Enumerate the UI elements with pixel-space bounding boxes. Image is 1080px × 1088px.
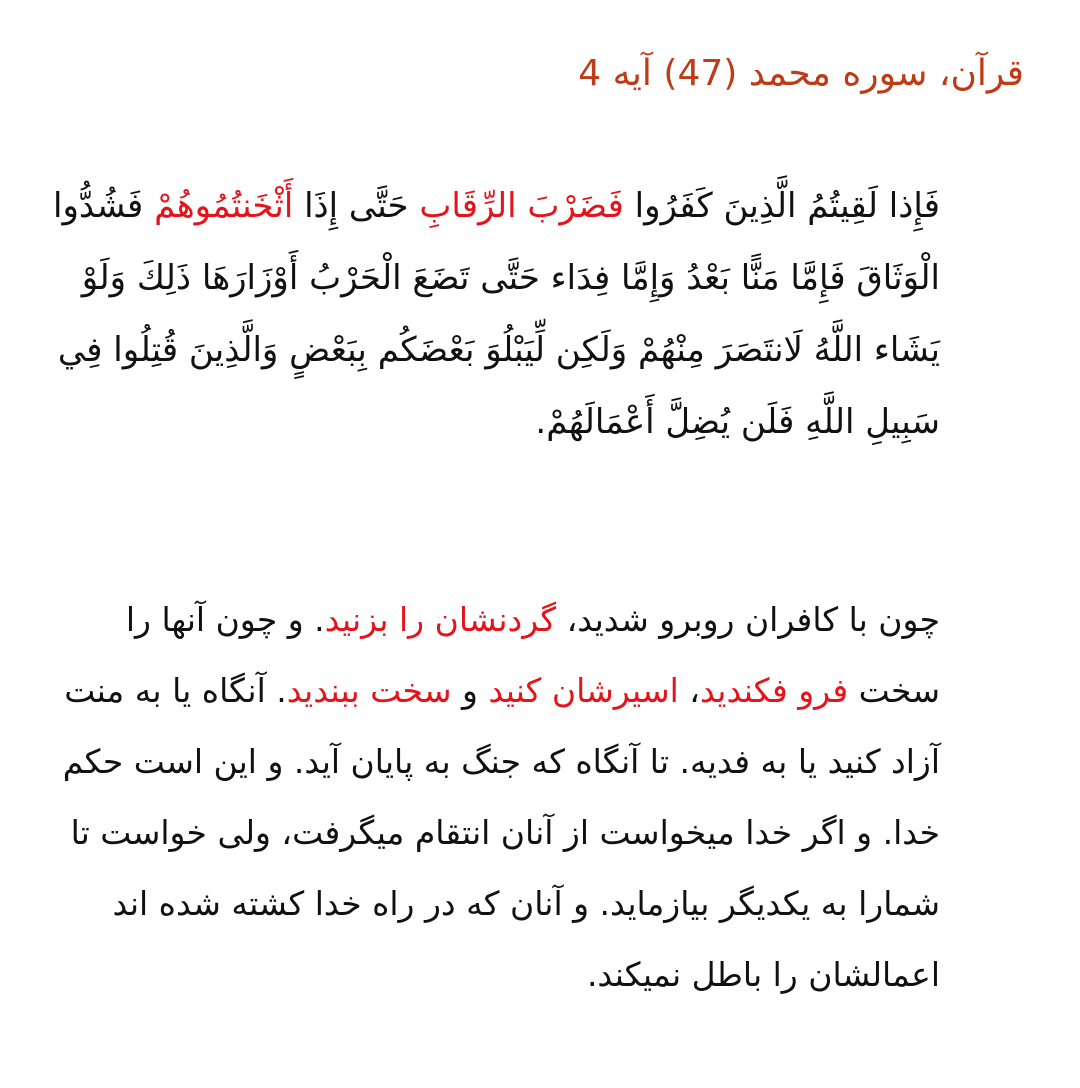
translation-segment: ، (678, 671, 700, 710)
arabic-verse-text (50, 170, 940, 458)
translation-segment: چون با کافران روبرو شدید، (556, 600, 940, 639)
persian-translation-text (60, 584, 940, 1010)
translation-segment: . و چون آنها را سخت (125, 600, 940, 710)
translation-highlight: سخت ببندید (286, 671, 452, 710)
translation-highlight: فرو فکندید (699, 671, 849, 710)
arabic-verse-segment: حَتَّى إِذَا (293, 186, 420, 226)
arabic-verse-segment: فَإِذا لَقِيتُمُ الَّذِينَ كَفَرُوا (623, 186, 940, 226)
translation-segment: . آنگاه یا به منت آزاد کنید یا به فدیه. تا آنگاه که جنگ به پایان آید. و این است حکم خدا. و اگر خدا میخواست از آنان انتقام میگرفت، ولی خواست تا شمارا به یکدیگر بیازماید. و آنان که در راه خدا کشته شده اند اعمالشان را باطل نمیکند. (62, 671, 940, 994)
page-title: قرآن، سوره محمد (47) آیه 4 (578, 53, 1024, 94)
arabic-verse-highlight: أَثْخَنتُمُوهُمْ (154, 186, 294, 226)
arabic-verse-highlight: فَضَرْبَ الرِّقَابِ (419, 186, 624, 226)
translation-highlight: گردنشان را بزنید (324, 600, 557, 639)
translation-segment: و (451, 671, 489, 710)
translation-highlight: اسیرشان کنید (488, 671, 679, 710)
arabic-verse-segment: فَشُدُّوا الْوَثَاقَ فَإِمَّا مَنًّا بَعْدُ وَإِمَّا فِدَاء حَتَّى تَضَعَ الْحَرْبُ أَوْزَارَهَا ذَلِكَ وَلَوْ يَشَاء اللَّهُ لَانتَصَرَ مِنْهُمْ وَلَكِن لِّيَبْلُوَ بَعْضَكُم بِبَعْضٍ وَالَّذِينَ قُتِلُوا فِي سَبِيلِ اللَّهِ فَلَن يُضِلَّ أَعْمَالَهُمْ. (53, 186, 940, 442)
